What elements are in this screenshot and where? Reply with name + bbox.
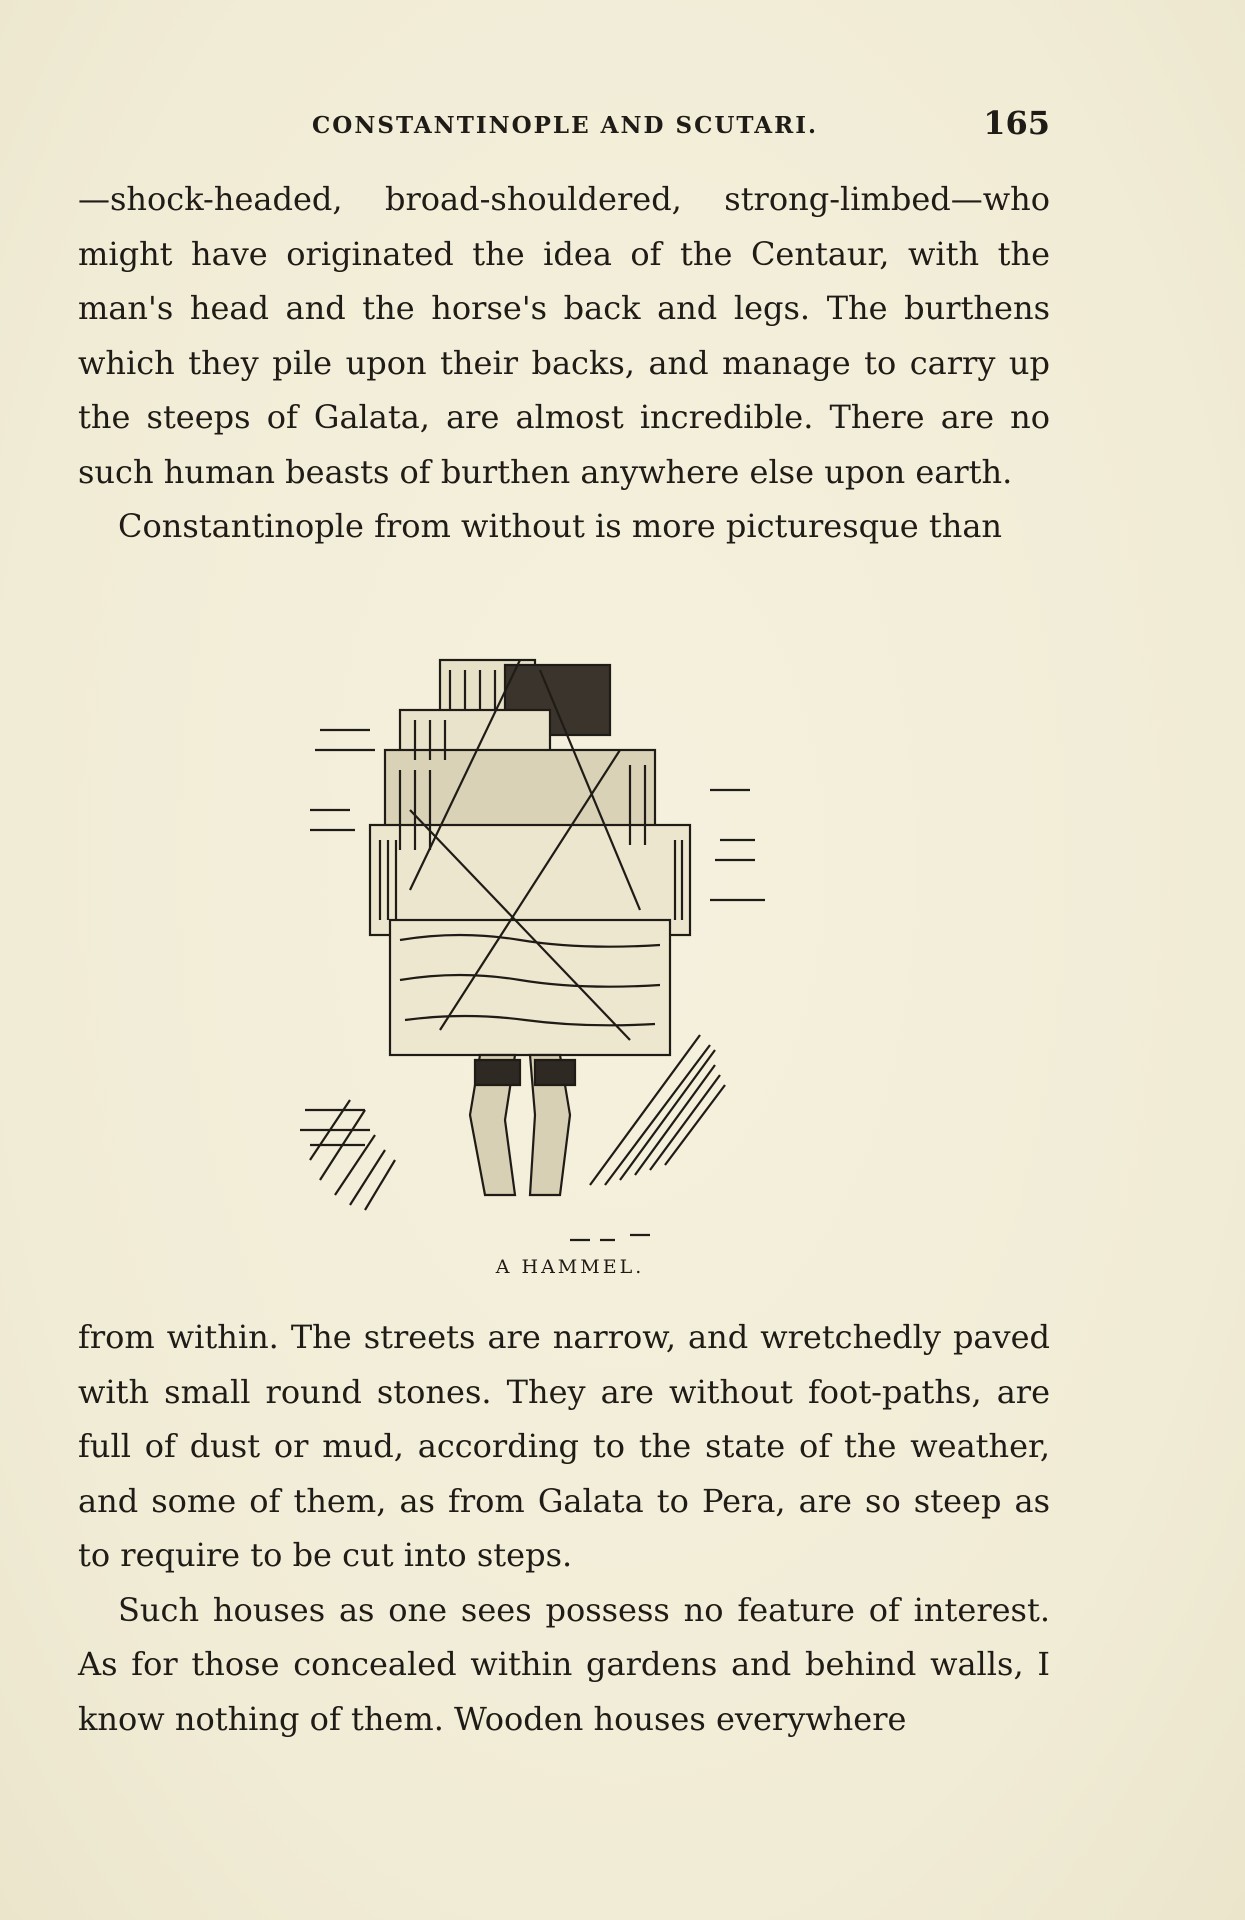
- running-head: [80, 104, 1050, 144]
- page-number: 165: [983, 104, 1050, 142]
- hammel-illustration: [290, 640, 850, 1260]
- paragraph: —shock-headed, broad-shouldered, strong-limbed—who might have originated the idea of the Centaur, with the man's head and the horse's back and legs. The burthens which they pile upon their backs, and manage to carry up the steeps of Galata, are almost incredible. There are no such human beasts of burthen anywhere else upon earth.: [78, 180, 1050, 491]
- paragraph: Constantinople from without is more picturesque than: [118, 507, 1003, 545]
- text-block-top: [78, 172, 1050, 554]
- paragraph: from within. The streets are narrow, and wretchedly paved with small round stones. They are without foot-paths, are full of dust or mud, according to the state of the weather, and some of them, as from Galata to Pera, are so steep as to require to be cut into steps.: [78, 1318, 1050, 1574]
- running-title: CONSTANTINOPLE AND SCUTARI.: [312, 112, 819, 139]
- porter-engraving: [290, 640, 850, 1260]
- figure-caption: A HAMMEL.: [495, 1256, 645, 1278]
- paragraph: Such houses as one sees possess no feature of interest. As for those concealed within gardens and behind walls, I know nothing of them. Wooden houses everywhere: [78, 1590, 1050, 1738]
- text-block-bottom: [78, 1310, 1050, 1746]
